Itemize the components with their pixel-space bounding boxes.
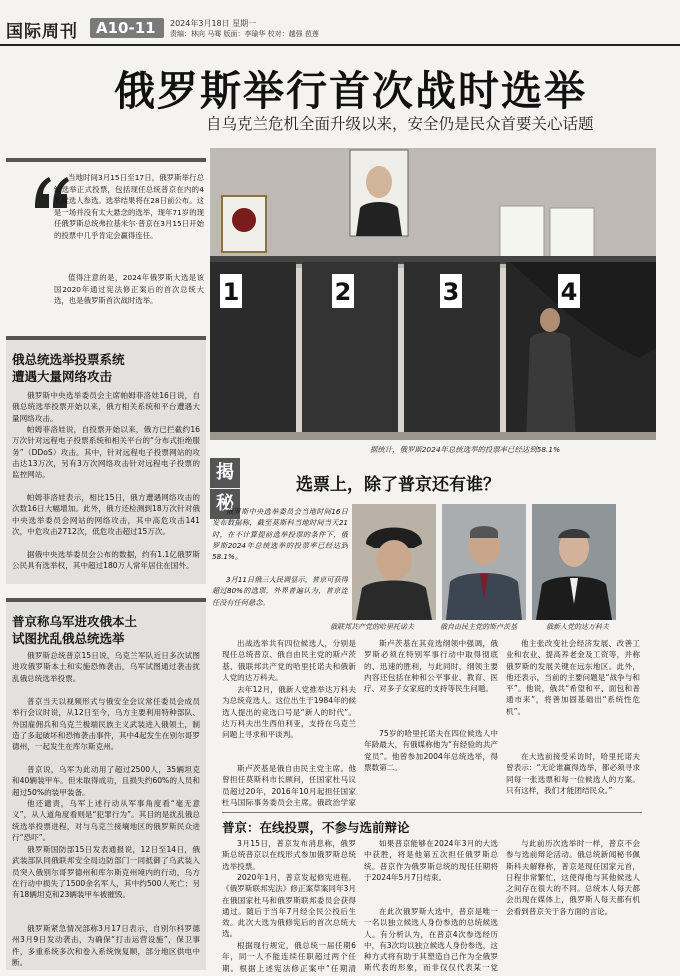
sidebar-paragraph: 俄罗斯总统普京15日说，乌克兰军队近日多次试图进攻俄罗斯本土和实施恐怖袭击，乌军试图通过袭击扰乱俄总统选举投票。	[12, 651, 200, 683]
sidebar-paragraph: 帕姆菲洛娃表示，相比15日，俄方遭遇网络攻击的次数16日大幅增加。此外，俄方还检测到18万次针对俄中央选举委员会网站的网络攻击，其中高危攻击141次，中危攻击2712次，低危攻击超过15万次。	[12, 493, 200, 536]
issue-date: 2024年3月18日 星期一	[170, 19, 257, 28]
sidebar-top-rule	[6, 336, 206, 340]
sidebar-paragraph: 他还谴责，乌军上述行动从军事角度看“毫无意义”，从人道角度看则是“犯罪行为”。其目的是扰乱俄总统选举投票进程，对与乌克兰接壤地区的俄罗斯民众进行“恐吓”。	[12, 799, 200, 842]
sidebar-paragraph: 据俄中央选举委员会公布的数据，约有1.1亿俄罗斯公民具有选举权，其中超过180万人常年居住在国外。	[12, 550, 200, 571]
intro-paragraph: 当地时间3月15日至17日，俄罗斯举行总统选举正式投票，包括现任总统普京在内的4名候选人参选。选举结果将在28日前公布。这是一场并没有太大悬念的选举，现年71岁的现任俄罗斯总统弗拉基米尔·普京在3月15日开始的投票中几乎肯定会赢得连任。	[54, 173, 204, 240]
sidebar-paragraph: 俄罗斯紧急情况部称3月17日表示，自别尔科罗德州3月9日发动袭击，为确保“打击运营设施”，保卫事件，多重系统多次和卷入系统恢复顺，部分地区供电中断。	[12, 924, 200, 967]
booth-number: 4	[560, 278, 578, 306]
subheadline: 自乌克兰危机全面升级以来，安全仍是民众首要关心话题	[206, 115, 594, 133]
reveal-tag-char: 秘	[210, 489, 240, 519]
sidebar-title: 遭遇大量网络攻击	[12, 369, 113, 384]
sidebar-top-rule	[6, 598, 206, 602]
intro-top-rule	[6, 158, 206, 162]
intro-box	[6, 158, 206, 320]
putin-paragraph: 与此前历次选举时一样，普京不会参与选前辩论活动。俄总统新闻秘书佩斯科夫解释称，普京是现任国家元首，日程非常繁忙，这使得他与其他候选人之间存在很大的不同。总统本人每天都会出现在媒体上，俄罗斯人每天都有机会看到普京关于各方面的言论。	[506, 839, 640, 916]
putin-paragraph: 如果普京能够在2024年3月的大选中获胜，将是他第五次担任俄罗斯总统。普京作为俄罗斯总统的现任任期将于2024年5月7日结束。	[364, 839, 498, 882]
booth-number: 2	[334, 278, 352, 306]
sidebar-cyber-attacks	[6, 336, 206, 584]
section-divider	[222, 812, 642, 813]
candidate-caption: 俄联邦共产党的哈里托诺夫	[330, 623, 414, 631]
booth-number: 1	[222, 278, 240, 306]
putin-paragraph: 在此次俄罗斯大选中，普京是唯一一名以独立候选人身份参选的总统候选人。有分析认为，在普京4次参选经历中，有3次均以独立候选人身份参选，这种方式将有助于其塑造自己作为全俄罗斯代表的形象，而非仅仅代表某一党	[364, 907, 498, 973]
reveal-paragraph: 在大选前接受采访时，哈里托诺夫曾表示：“无论谁赢得选举，都必须寻求同每一张选票和每一位候选人的方案。只有这样，我们才能团结民众。”	[506, 752, 640, 795]
editor-credits: 责编：林向 马骞 版面：李瑜华 校对：越强 苞莲	[170, 30, 319, 38]
reveal-paragraph: 去年12月，俄新人党推举达万科夫为总统竞选人。这位出生于1984年的候选人提出的竞选口号是“新人的时代”。达万科夫出生西伯利亚，支持在乌克兰问题上寻求和平谈判。	[222, 685, 356, 740]
sidebar-title: 俄总统选举投票系统	[12, 352, 125, 367]
putin-paragraph: 根据现行规定，俄总统一届任期6年，同一人不能连续任职超过两个任期。根据上述宪法修正案中“任期清	[222, 941, 356, 973]
masthead-rule	[0, 44, 680, 46]
reveal-tag-char: 揭	[210, 458, 240, 488]
candidate-photo	[442, 504, 526, 620]
candidate-caption: 俄新人党的达万科夫	[546, 623, 609, 631]
putin-paragraph: 3月15日，普京发布消息称，俄罗斯总统普京以在线形式参加俄罗斯总统选举投票。	[222, 839, 356, 871]
putin-section-title: 普京：在线投票，不参与选前辩论	[222, 820, 410, 835]
masthead	[0, 0, 680, 48]
section-label: 国际周刊	[6, 22, 78, 42]
sidebar-border-attack	[6, 598, 206, 970]
reveal-paragraph: 斯卢茨基在其竞选纲领中强调，俄罗斯必须在特别军事行动中取得彻底的、迅速的胜利，与此同时，纲领主要内容还包括在种和公平事业、教育、医疗、对多子女家庭的支持等民生问题。	[364, 639, 498, 694]
polling-booth-illustration	[210, 148, 656, 440]
sidebar-paragraph: 普京当天以视频形式与俄安全会议常任委员会成员举行会议时说，从12日至今，乌方主要利用特种部队、外国雇佣兵和乌克兰极端民族主义武装进入俄领土，制造了多起破坏和恐怖袭击事件，其中4起发生在别尔哥罗德州，一起发生在库尔斯克州。	[12, 697, 200, 752]
reveal-paragraph: 斯卢茨基是俄自由民主党主席。他曾担任莫斯科市长顾问，任国家杜马议员超过20年，2016年10月起担任国家杜马国际事务委员会主席。俄政治学家	[222, 764, 356, 807]
sidebar-title: 试图扰乱俄总统选举	[12, 631, 125, 646]
page-number-badge	[90, 18, 164, 38]
intro-paragraph: 值得注意的是，2024年俄罗斯大选是该国2020年通过宪法修正案后的首次总统大选，也是俄罗斯首次战时选举。	[54, 273, 204, 305]
reveal-intro-paragraph: 俄罗斯中央选举委员会当地时间16日发布数据称，截至莫斯科当地时间当天21时，在不计算提前选举投票的条件下，俄罗斯2024年总统选举的投票率已经达到58.1%。	[212, 507, 348, 562]
reveal-paragraph: 出战选举共有四位候选人，分别是现任总统普京、俄自由民主党的斯卢茨基、俄联邦共产党的哈里托诺夫和俄新人党的达万科夫。	[222, 639, 356, 682]
main-photo	[210, 148, 656, 440]
reveal-paragraph: 他主张改变社会经济发展、改善工业和农业、提高养老金及工资等，并称俄罗斯的发展关键在远东地区。此外，他还表示，当前的主要问题是“战争与和平”。他说，俄共“希望和平、面包和普通市来”，将善加固基础出“系统性危机”。	[506, 639, 640, 716]
booth-number: 3	[442, 278, 460, 306]
candidate-caption: 俄自由民主党的斯卢茨基	[440, 623, 517, 631]
candidate-photo	[352, 504, 436, 620]
main-photo-caption: 据统计，俄罗斯2024年总统选举的投票率已经达到58.1%	[370, 445, 561, 454]
sidebar-paragraph: 帕姆菲洛娃说，自投票开始以来，俄方已拦截约16万次针对远程电子投票系统和相关平台的“分布式拒绝服务”（DDoS）攻击。其中，针对远程电子投票网站的攻击达13万次，另有3万次网络攻击针对远程电子投票的监控网站。	[12, 425, 200, 480]
reveal-intro-paragraph: 3月11日俄三大民调显示，普京可获得超过80%的选票，外界普遍认为，普京连任没有任何悬念。	[212, 575, 348, 607]
sidebar-paragraph: 俄罗斯中央选举委员会主席帕姆菲洛娃16日说，自俄总统选举投票开始以来，俄方相关系统和平台遭遇大量网络攻击。	[12, 391, 200, 423]
putin-paragraph: 2020年1月，普京发起修宪进程。《俄罗斯联邦宪法》修正案草案同年3月在俄国家杜马和俄罗斯联邦委员会获得通过。随后于当年7月经全民公投后生效。此次大选为俄修宪后的首次总统大选。	[222, 873, 356, 939]
reveal-paragraph: 75岁的哈里托诺夫在四位候选人中年龄最大，有俄媒称他为“有经验的共产党员”。他曾参加2004年总统选举，得票数第二。	[364, 729, 498, 772]
sidebar-paragraph: 普京说，乌军为此动用了超过2500人，35辆坦克和40辆装甲车。但未取得成功，且损失约60%的人员和超过50%的装甲装备。	[12, 765, 200, 797]
sidebar-title: 普京称乌军进攻俄本土	[12, 614, 138, 629]
sidebar-paragraph: 俄罗斯国防部15日发表通报说，12日至14日，俄武装部队同俄联邦安全局边防部门一同抵御了乌武装入员突入俄别尔哥罗德州和库尔斯克州境内的行动，乌方在行动中损失了1500余名军人，其中约500人死亡；另有18辆坦克和23辆装甲车被摧毁。	[12, 845, 200, 900]
candidate-photo	[532, 504, 616, 620]
headline: 俄罗斯举行首次战时选举	[114, 67, 587, 115]
page-number: A10-11	[96, 19, 156, 37]
reveal-title: 选票上，除了普京还有谁？	[296, 475, 500, 495]
